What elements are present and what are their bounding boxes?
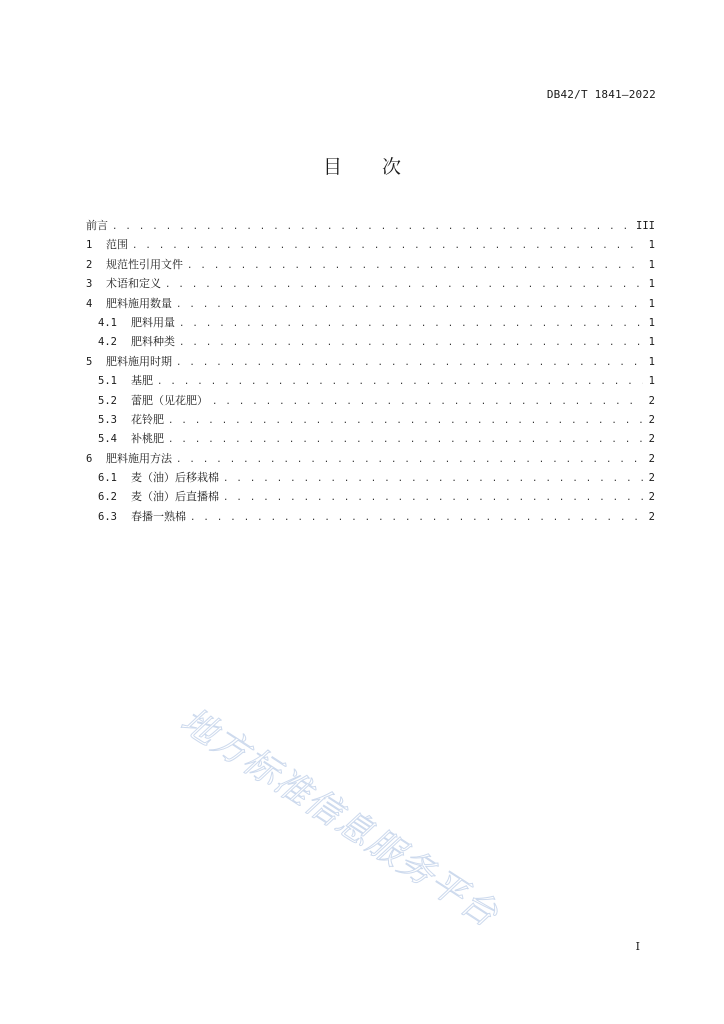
toc-entry-4-2[interactable]	[86, 332, 655, 351]
toc-entry-page: 2	[648, 510, 655, 523]
toc-entry-page: 2	[648, 452, 655, 465]
toc-title-char-2: 次	[382, 156, 402, 178]
toc-entry-6-1[interactable]	[86, 468, 655, 487]
toc-title-char-1: 目	[322, 156, 342, 178]
toc-entry-page: 1	[648, 375, 655, 388]
toc-entry-label: 范围	[106, 238, 128, 252]
toc-leader-dots	[223, 489, 643, 508]
toc-leader-dots	[132, 237, 643, 256]
toc-leader-dots	[112, 218, 632, 237]
toc-leader-dots	[165, 276, 643, 295]
toc-entry-page: 1	[648, 258, 655, 271]
toc-entry-3[interactable]	[86, 274, 655, 293]
toc-entry-page: 1	[648, 336, 655, 349]
toc-entry-6[interactable]	[86, 449, 655, 468]
toc-entry-page: 2	[648, 413, 655, 426]
toc-entry-label: 蕾肥（见花肥）	[131, 393, 208, 407]
toc-leader-dots	[176, 296, 643, 315]
toc-entry-label: 术语和定义	[106, 277, 161, 291]
toc-entry-number: 1	[86, 239, 93, 252]
toc-leader-dots	[223, 470, 643, 489]
toc-entry-6-2[interactable]	[86, 487, 655, 506]
toc-leader-dots	[179, 315, 643, 334]
toc-entry-page: III	[636, 220, 655, 232]
toc-entry-number: 5	[86, 355, 93, 368]
table-of-contents	[86, 216, 655, 526]
toc-entry-5-4[interactable]	[86, 429, 655, 448]
toc-entry-page: 1	[648, 355, 655, 368]
toc-entry-number: 5.3	[98, 413, 117, 426]
toc-entry-number: 3	[86, 278, 93, 291]
toc-entry-page: 2	[648, 394, 655, 407]
toc-leader-dots	[176, 354, 643, 373]
toc-entry-label: 补桃肥	[131, 432, 164, 446]
toc-entry-number: 5.1	[98, 375, 117, 388]
toc-entry-4[interactable]	[86, 294, 655, 313]
toc-entry-label: 肥料施用时期	[106, 354, 172, 368]
toc-entry-5-3[interactable]	[86, 410, 655, 429]
toc-entry-5-1[interactable]	[86, 371, 655, 390]
toc-entry-label: 前言	[86, 219, 108, 232]
toc-leader-dots	[168, 431, 643, 450]
toc-entry-6-3[interactable]	[86, 507, 655, 526]
document-code: DB42/T 1841—2022	[546, 88, 656, 101]
toc-entry-page: 1	[648, 316, 655, 329]
toc-entry-label: 基肥	[131, 374, 153, 388]
toc-entry-preface[interactable]	[86, 216, 655, 235]
toc-entry-label: 麦（油）后直播棉	[131, 490, 219, 504]
toc-entry-1[interactable]	[86, 235, 655, 254]
toc-entry-page: 1	[648, 297, 655, 310]
toc-leader-dots	[190, 509, 643, 528]
toc-leader-dots	[168, 412, 643, 431]
toc-entry-number: 5.2	[98, 394, 117, 407]
toc-entry-number: 6.2	[98, 491, 117, 504]
toc-entry-5[interactable]	[86, 352, 655, 371]
toc-entry-5-2[interactable]	[86, 391, 655, 410]
toc-entry-number: 4.2	[98, 336, 117, 349]
toc-entry-label: 肥料用量	[131, 315, 175, 329]
toc-entry-number: 4.1	[98, 316, 117, 329]
toc-entry-label: 春播一熟棉	[131, 509, 186, 523]
toc-entry-label: 肥料施用数量	[106, 296, 172, 310]
toc-entry-number: 4	[86, 297, 93, 310]
toc-entry-page: 1	[648, 278, 655, 291]
watermark: 地方标准信息服务平台	[173, 700, 506, 936]
toc-entry-page: 2	[648, 472, 655, 485]
toc-entry-number: 5.4	[98, 433, 117, 446]
toc-leader-dots	[212, 393, 643, 412]
toc-entry-number: 2	[86, 258, 93, 271]
toc-entry-label: 肥料施用方法	[106, 451, 172, 465]
toc-title	[0, 152, 724, 179]
toc-leader-dots	[187, 257, 643, 276]
toc-entry-label: 花铃肥	[131, 412, 164, 426]
toc-entry-number: 6.1	[98, 472, 117, 485]
toc-entry-page: 2	[648, 433, 655, 446]
toc-entry-number: 6.3	[98, 510, 117, 523]
toc-entry-page: 2	[648, 491, 655, 504]
toc-entry-page: 1	[648, 239, 655, 252]
toc-entry-label: 麦（油）后移栽棉	[131, 471, 219, 485]
page-number: I	[635, 940, 640, 953]
toc-leader-dots	[157, 373, 643, 392]
toc-entry-4-1[interactable]	[86, 313, 655, 332]
toc-entry-number: 6	[86, 452, 93, 465]
toc-leader-dots	[179, 334, 643, 353]
toc-leader-dots	[176, 451, 643, 470]
toc-entry-label: 规范性引用文件	[106, 257, 183, 271]
toc-entry-label: 肥料种类	[131, 335, 175, 349]
toc-entry-2[interactable]	[86, 255, 655, 274]
